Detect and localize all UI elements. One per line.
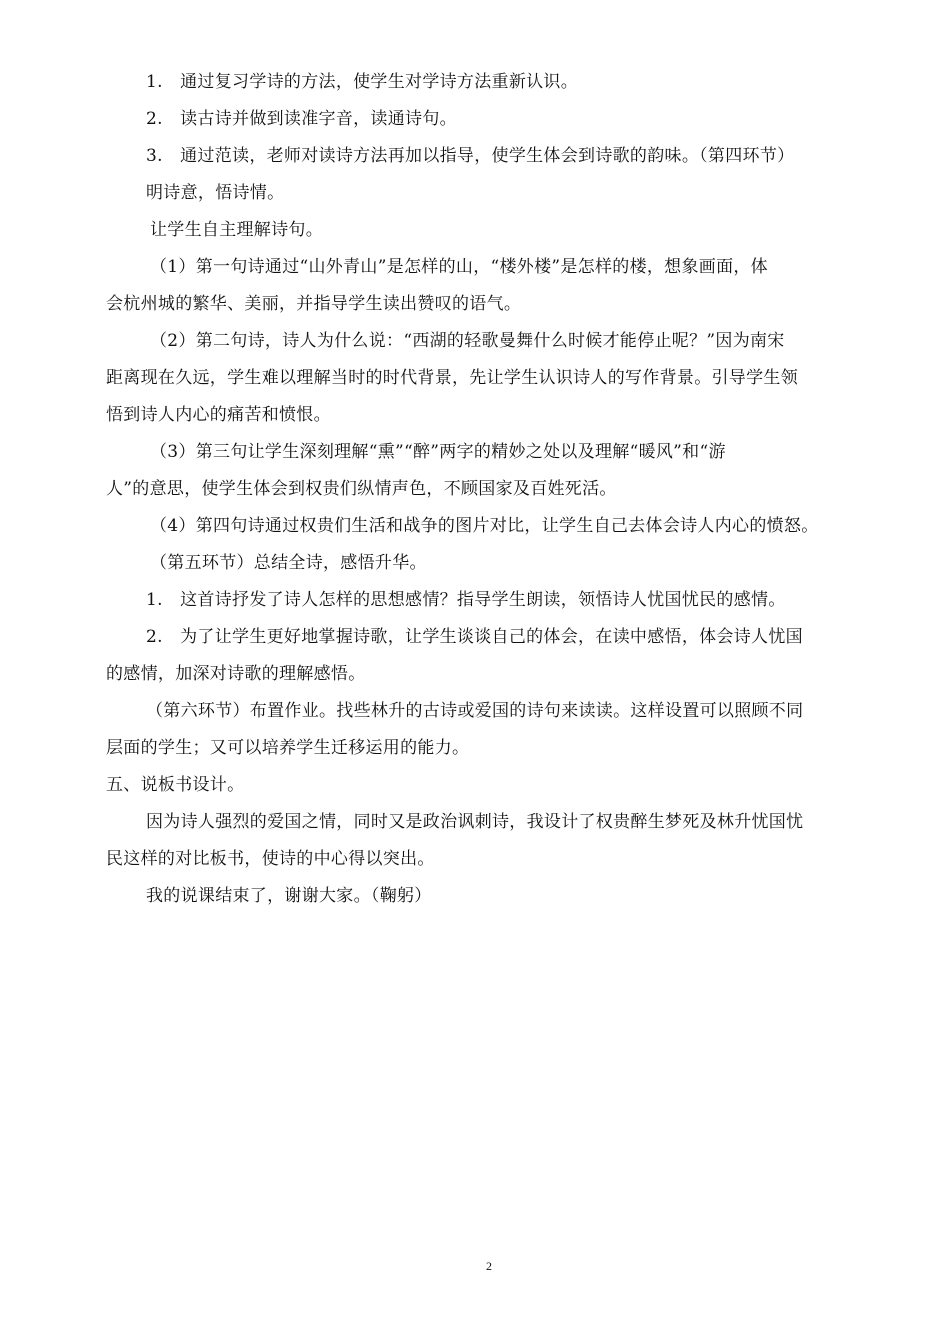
text-line: （第五环节）总结全诗，感悟升华。 bbox=[150, 553, 427, 573]
text-line: （4）第四句诗通过权贵们生活和战争的图片对比，让学生自己去体会诗人内心的愤怒。 bbox=[150, 516, 819, 536]
text-line: 明诗意，悟诗情。 bbox=[146, 183, 285, 203]
text-line: 3. 通过范读，老师对读诗方法再加以指导，使学生体会到诗歌的韵味。（第四环节） bbox=[146, 146, 795, 166]
text-line: 让学生自主理解诗句。 bbox=[150, 220, 323, 240]
text-line: 层面的学生；又可以培养学生迁移运用的能力。 bbox=[106, 738, 470, 758]
text-line: 我的说课结束了，谢谢大家。（鞠躬） bbox=[146, 886, 432, 906]
text-line: 悟到诗人内心的痛苦和愤恨。 bbox=[106, 405, 331, 425]
text-line: 人”的意思，使学生体会到权贵们纵情声色，不顾国家及百姓死活。 bbox=[106, 479, 617, 499]
page-number: 2 bbox=[486, 1259, 492, 1273]
section-heading: 五、说板书设计。 bbox=[106, 775, 245, 795]
text-line: 1. 通过复习学诗的方法，使学生对学诗方法重新认识。 bbox=[146, 72, 579, 92]
text-line: 因为诗人强烈的爱国之情，同时又是政治讽刺诗，我设计了权贵醉生梦死及林升忧国忧 bbox=[146, 812, 804, 832]
text-line: （2）第二句诗，诗人为什么说：“西湖的轻歌曼舞什么时候才能停止呢？”因为南宋 bbox=[150, 331, 785, 351]
text-line: 的感情，加深对诗歌的理解感悟。 bbox=[106, 664, 366, 684]
text-line: 2. 为了让学生更好地掌握诗歌，让学生谈谈自己的体会，在读中感悟，体会诗人忧国 bbox=[146, 627, 803, 647]
text-line: 会杭州城的繁华、美丽，并指导学生读出赞叹的语气。 bbox=[106, 294, 522, 314]
text-line: 民这样的对比板书，使诗的中心得以突出。 bbox=[106, 849, 435, 869]
text-line: 2. 读古诗并做到读准字音，读通诗句。 bbox=[146, 109, 457, 129]
text-line: （1）第一句诗通过“山外青山”是怎样的山，“楼外楼”是怎样的楼，想象画面，体 bbox=[150, 257, 768, 277]
text-line: （第六环节）布置作业。找些林升的古诗或爱国的诗句来读读。这样设置可以照顾不同 bbox=[146, 701, 804, 721]
text-line: 1. 这首诗抒发了诗人怎样的思想感情？指导学生朗读，领悟诗人忧国忧民的感情。 bbox=[146, 590, 786, 610]
text-line: （3）第三句让学生深刻理解“熏”“醉”两字的精妙之处以及理解“暖风”和“游 bbox=[150, 442, 726, 462]
text-line: 距离现在久远，学生难以理解当时的时代背景，先让学生认识诗人的写作背景。引导学生领 bbox=[106, 368, 798, 388]
